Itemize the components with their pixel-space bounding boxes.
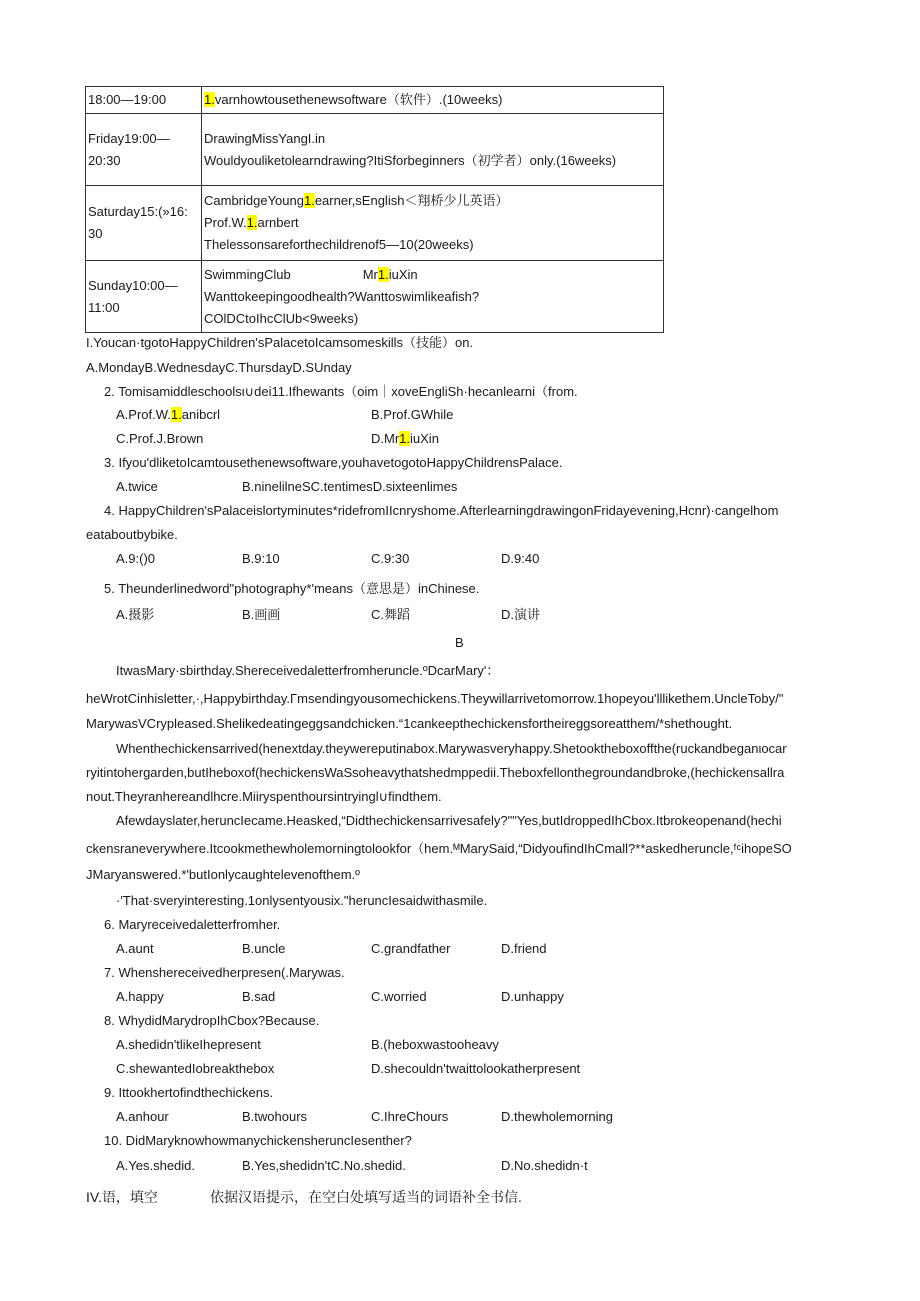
option-d: D.9:40: [501, 551, 540, 566]
question-4-stem-cont: eataboutbybike.: [86, 527, 178, 542]
option-bc: B.Yes,shedidn'tC.No.shedid.: [242, 1158, 406, 1173]
passage-line: ryitintohergarden,butIheboxof(hechickensWaSsoheavythatshedmppedii.Theboxfellonthegroundandbroke,(hechickensallra: [86, 765, 785, 780]
passage-line: nout.Theyranhereandlhcre.Miiryspenthoursintryingl∪findthem.: [86, 789, 442, 804]
table-row: [86, 261, 664, 333]
passage-line: ckensraneverywhere.Itcookmethewholemorningtolookfor（hem.ᴹMarySaid,“DidyoufindIhCmall?**askedheruncle,ᶠᶜihopeSO: [86, 841, 792, 856]
option-c: C.舞蹈: [371, 607, 411, 622]
option-a: A.happy: [116, 989, 164, 1004]
course-cell: CambridgeYoung1.earner,sEnglish＜翔桥少儿英语） Prof.W.1.arnbert Thelessonsareforthechildrenof5—10(20weeks): [202, 186, 664, 261]
passage-line: ItwasMary·sbirthday.Shereceivedaletterfromheruncle.ºDcarMary'：: [116, 663, 500, 678]
section-iv-instruction: 依据汉语提示，在空白处填写适当的词语补全书信.: [210, 1189, 522, 1205]
time-cell: Saturday15:(»16: 30: [86, 186, 202, 261]
option-b: B.9:10: [242, 551, 280, 566]
option-d: D.演讲: [501, 607, 541, 622]
time-cell: Friday19:00— 20:30: [86, 114, 202, 186]
option-a: A.twice: [116, 479, 158, 494]
option-a: A.anhour: [116, 1109, 169, 1124]
option-c: C.shewantedIobreakthebox: [116, 1061, 275, 1076]
option-b: B.Prof.GWhile: [371, 407, 454, 422]
schedule-table: [85, 86, 664, 333]
question-9-stem: 9. Ittookhertofindthechickens.: [104, 1085, 274, 1100]
highlight-mark: 1.: [399, 431, 411, 446]
question-6-stem: 6. Maryreceivedaletterfromher.: [104, 917, 281, 932]
table-row: [86, 186, 664, 261]
highlight-mark: 1.: [377, 266, 389, 282]
question-10-stem: 10. DidMaryknowhowmanychickensheruncIesenther?: [104, 1133, 412, 1148]
option-a: A.Yes.shedid.: [116, 1158, 196, 1173]
option-a: A.摄影: [116, 607, 155, 622]
question-8-stem: 8. WhydidMarydropIhCbox?Because.: [104, 1013, 320, 1028]
option-b: B.画画: [242, 607, 281, 622]
question-3-stem: 3. Ifyou'dliketoIcamtousethenewsoftware,youhavetogotoHappyChildrensPalace.: [104, 455, 563, 470]
highlight-mark: 1.: [246, 215, 258, 230]
question-4-stem: 4. HappyChildren'sPalaceislortyminutes*ridefromIIcnryshome.AfterlearningdrawingonFridayevening,Hcnr)·cangelhom: [104, 503, 779, 518]
option-c: C.grandfather: [371, 941, 451, 956]
option-c: C.worried: [371, 989, 427, 1004]
question-1-options: A.MondayB.WednesdayC.ThursdayD.SUnday: [86, 360, 352, 375]
option-c: C.9:30: [371, 551, 410, 566]
option-b: B.(heboxwastooheavy: [371, 1037, 499, 1052]
question-5-stem: 5. Theunderlinedword"photography*'means（意思是）inChinese.: [104, 581, 480, 596]
highlight-mark: 1.: [204, 92, 215, 107]
table-row: [86, 87, 664, 114]
time-cell: Sunday10:00— 11:00: [86, 261, 202, 333]
highlight-mark: 1.: [170, 407, 182, 422]
option-bcd: B.ninelilneSC.tentimesD.sixteenlimes: [242, 479, 458, 494]
option-a: A.Prof.W.1.anibcrl: [116, 407, 221, 422]
question-1-stem: I.Youcan·tgotoHappyChildren'sPalacetoIcamsomeskills（技能）on.: [86, 335, 474, 350]
option-b: B.sad: [242, 989, 276, 1004]
passage-line: Whenthechickensarrived(henextday.theywereputinabox.Marywasveryhappy.Shetooktheboxoffthe(ruckandbeganιocar: [116, 741, 787, 756]
option-a: A.9:()0: [116, 551, 156, 566]
option-b: B.twohours: [242, 1109, 308, 1124]
time-cell: 18:00—19:00: [86, 87, 202, 114]
passage-line: MarywasVCrypleased.Shelikedeatingeggsandchicken.“1cankeepthechickensfortheireggsoreatthem/*shethought.: [86, 716, 733, 731]
option-d: D.friend: [501, 941, 547, 956]
course-cell: SwimmingClub Mr1.iuXin Wanttokeepingoodhealth?Wanttoswimlikeafish? COlDCtoIhcClUb<9weeks): [202, 261, 664, 333]
course-cell: DrawingMissYangI.in Wouldyouliketolearndrawing?ItiSforbeginners（初学者）only.(16weeks): [202, 114, 664, 186]
option-a: A.shedidn'tlikeIhepresent: [116, 1037, 261, 1052]
question-2-stem: 2. Tomisamiddleschoolsι∪dei11.Ifhewants（oim｜xoveEngliSh·hecanlearni（from.: [104, 384, 578, 399]
option-d: D.thewholemorning: [501, 1109, 614, 1124]
option-d: D.Mr1.iuXin: [371, 431, 439, 446]
section-iv-label: IV.语，填空: [86, 1189, 158, 1205]
passage-line: heWrotCinhisletter,·,Happybirthday.Γmsendingyousomechickens.Theywillarrivetomorrow.1hopeyou'lllikethem.UncleToby/": [86, 691, 784, 706]
option-a: A.aunt: [116, 941, 154, 956]
option-d: D.shecouldn'twaittolookatherpresent: [371, 1061, 581, 1076]
passage-line: JMaryanswered.*'butIonlycaughtelevenofthem.º: [86, 867, 360, 882]
option-d: D.unhappy: [501, 989, 564, 1004]
option-c: C.Prof.J.Brown: [116, 431, 204, 446]
option-c: C.IhreChours: [371, 1109, 449, 1124]
option-d: D.No.shedidn·t: [501, 1158, 588, 1173]
passage-line: Afewdayslater,heruncIecame.Heasked,“Didthechickensarrivesafely?""Yes,butIdroppedIhCbox.Itbrokeopenand(hechi: [116, 813, 782, 828]
table-row: [86, 114, 664, 186]
highlight-mark: 1.: [303, 193, 315, 208]
question-7-stem: 7. Whenshereceivedherpresen(.Marywas.: [104, 965, 345, 980]
option-b: B.uncle: [242, 941, 286, 956]
section-heading: B: [455, 635, 464, 650]
course-cell: 1.varnhowtousethenewsoftware（软件）.(10weeks): [202, 87, 664, 114]
passage-line: ·'That·sveryinteresting.1onlysentyousix."heruncIesaidwithasmile.: [116, 893, 488, 908]
